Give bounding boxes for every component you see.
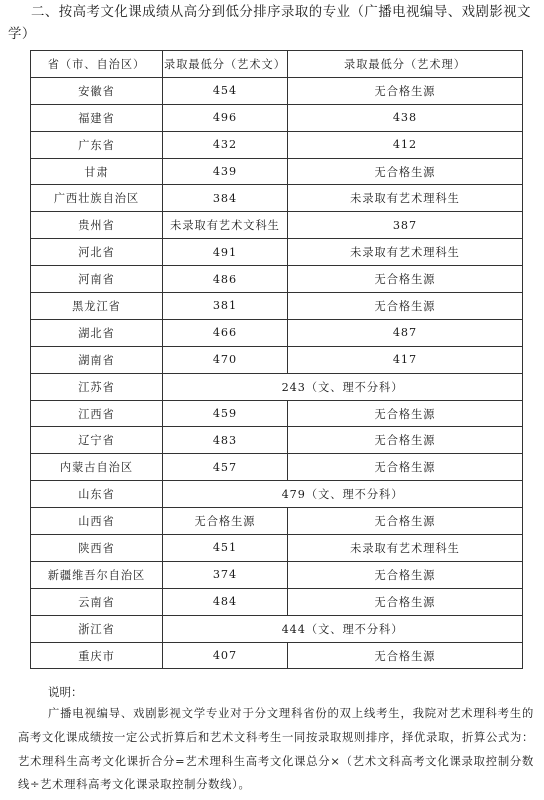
province-cell: 辽宁省 (31, 427, 163, 454)
province-cell: 江苏省 (31, 373, 163, 400)
table-row (31, 588, 523, 615)
table-row (31, 561, 523, 588)
arts-score-cell: 439 (163, 158, 288, 185)
arts-score-cell: 483 (163, 427, 288, 454)
science-score-cell: 无合格生源 (288, 266, 523, 293)
table-row (31, 373, 523, 400)
admission-score-table (30, 50, 523, 669)
table-body (31, 77, 523, 669)
science-score-cell: 无合格生源 (288, 508, 523, 535)
arts-score-cell: 470 (163, 346, 288, 373)
province-cell: 内蒙古自治区 (31, 454, 163, 481)
province-cell: 河南省 (31, 266, 163, 293)
province-cell: 安徽省 (31, 77, 163, 104)
province-cell: 重庆市 (31, 642, 163, 669)
province-cell: 新疆维吾尔自治区 (31, 561, 163, 588)
arts-score-cell: 381 (163, 293, 288, 320)
table-row (31, 642, 523, 669)
science-score-cell: 无合格生源 (288, 454, 523, 481)
science-score-cell: 无合格生源 (288, 158, 523, 185)
table-row (31, 400, 523, 427)
arts-score-cell: 457 (163, 454, 288, 481)
province-cell: 江西省 (31, 400, 163, 427)
merged-score-cell: 243（文、理不分科） (163, 373, 523, 400)
science-score-cell: 无合格生源 (288, 561, 523, 588)
province-cell: 福建省 (31, 104, 163, 131)
arts-score-cell: 384 (163, 185, 288, 212)
arts-score-cell: 454 (163, 77, 288, 104)
header-science-min-score: 录取最低分（艺术理） (288, 51, 523, 78)
province-cell: 湖南省 (31, 346, 163, 373)
province-cell: 河北省 (31, 239, 163, 266)
science-score-cell: 无合格生源 (288, 642, 523, 669)
table-row (31, 185, 523, 212)
science-score-cell: 未录取有艺术理科生 (288, 185, 523, 212)
table-row (31, 266, 523, 293)
province-cell: 浙江省 (31, 615, 163, 642)
table-row (31, 615, 523, 642)
province-cell: 甘肃 (31, 158, 163, 185)
arts-score-cell: 484 (163, 588, 288, 615)
province-cell: 广东省 (31, 131, 163, 158)
section-heading: 二、按高考文化课成绩从高分到低分排序录取的专业（广播电视编导、戏剧影视文学） (8, 5, 532, 42)
science-score-cell: 417 (288, 346, 523, 373)
science-score-cell: 无合格生源 (288, 77, 523, 104)
arts-score-cell: 496 (163, 104, 288, 131)
table-row (31, 319, 523, 346)
table-header-row (31, 51, 523, 78)
science-score-cell: 412 (288, 131, 523, 158)
table-row (31, 293, 523, 320)
arts-score-cell: 无合格生源 (163, 508, 288, 535)
province-cell: 山西省 (31, 508, 163, 535)
table-row (31, 346, 523, 373)
arts-score-cell: 491 (163, 239, 288, 266)
arts-score-cell: 432 (163, 131, 288, 158)
notes-body: 广播电视编导、戏剧影视文学专业对于分文理科省份的双上线考生，我院对艺术理科考生的高考文化课成绩按一定公式折算后和艺术文科考生一同按录取规则排序，择优录取，折算公式为：艺术理科生高考文化课折合分=艺术理科生高考文化课总分×（艺术文科高考文化课录取控制分数线÷艺术理科高考文化课录取控制分数线）。 (18, 707, 534, 792)
province-cell: 黑龙江省 (31, 293, 163, 320)
arts-score-cell: 407 (163, 642, 288, 669)
science-score-cell: 438 (288, 104, 523, 131)
table-row (31, 535, 523, 562)
science-score-cell: 387 (288, 212, 523, 239)
table-row (31, 481, 523, 508)
merged-score-cell: 479（文、理不分科） (163, 481, 523, 508)
province-cell: 贵州省 (31, 212, 163, 239)
arts-score-cell: 374 (163, 561, 288, 588)
header-arts-min-score: 录取最低分（艺术文） (163, 51, 288, 78)
arts-score-cell: 未录取有艺术文科生 (163, 212, 288, 239)
arts-score-cell: 486 (163, 266, 288, 293)
province-cell: 广西壮族自治区 (31, 185, 163, 212)
province-cell: 湖北省 (31, 319, 163, 346)
table-row (31, 212, 523, 239)
table-row (31, 104, 523, 131)
table-row (31, 77, 523, 104)
header-province: 省（市、自治区） (31, 51, 163, 78)
science-score-cell: 无合格生源 (288, 400, 523, 427)
science-score-cell: 无合格生源 (288, 293, 523, 320)
science-score-cell: 未录取有艺术理科生 (288, 535, 523, 562)
arts-score-cell: 459 (163, 400, 288, 427)
table-row (31, 427, 523, 454)
notes-label: 说明： (48, 685, 83, 699)
merged-score-cell: 444（文、理不分科） (163, 615, 523, 642)
science-score-cell: 无合格生源 (288, 427, 523, 454)
arts-score-cell: 466 (163, 319, 288, 346)
table-row (31, 239, 523, 266)
science-score-cell: 487 (288, 319, 523, 346)
table-row (31, 158, 523, 185)
table-row (31, 508, 523, 535)
province-cell: 陕西省 (31, 535, 163, 562)
table-row (31, 131, 523, 158)
province-cell: 云南省 (31, 588, 163, 615)
science-score-cell: 未录取有艺术理科生 (288, 239, 523, 266)
arts-score-cell: 451 (163, 535, 288, 562)
table-row (31, 454, 523, 481)
province-cell: 山东省 (31, 481, 163, 508)
science-score-cell: 无合格生源 (288, 588, 523, 615)
